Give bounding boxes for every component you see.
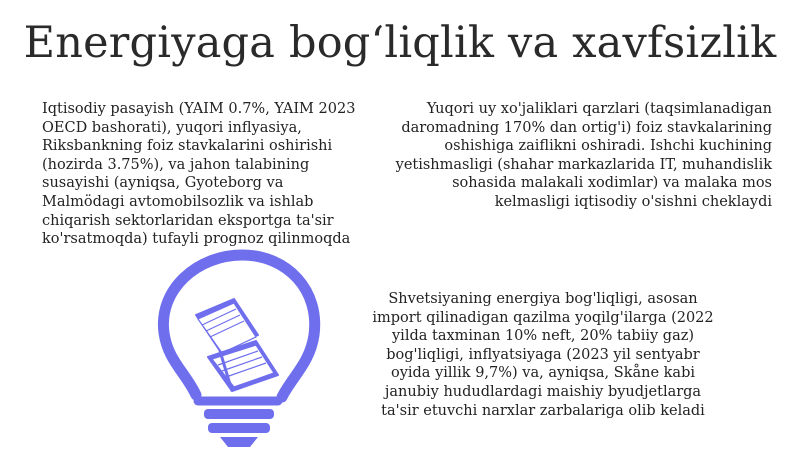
- right-paragraph: Yuqori uy xo'jaliklari qarzlari (taqsimlanadigan daromadning 170% dan ortig'i) foiz stavkalarining oshishiga zaiflikni oshiradi. Ishchi kuchining yetishmasligi (shahar markazlarida IT, muhandislik sohasida malakali xodimlar) va malaka mos kelmasligi iqtisodiy o'sishni cheklaydi: [395, 101, 772, 210]
- left-paragraph: Iqtisodiy pasayish (YAIM 0.7%, YAIM 2023 OECD bashorati), yuqori inflyasiya, Riksbankning foiz stavkalarini oshirishi (hozirda 3.75%), va jahon talabining susayishi (ayniqsa, Gyoteborg va Malmödagi avtomobilsozlik va ishlab chiqarish sektorlaridan eksportga ta'sir ko'rsatmoqda) tufayli prognoz qilinmoqda: [42, 101, 356, 248]
- slide-title: Energiyaga bog‘liqlik va xavfsizlik: [23, 18, 777, 68]
- bottom-paragraph: Shvetsiyaning energiya bog'liqligi, asosan import qilinadigan qazilma yoqilg'ilarga (2022 yilda taxminan 10% neft, 20% tabiiy gaz) bog'liqligi, inflyatsiyaga (2023 yil sentyabr oyida yillik 9,7%) va, ayniqsa, Skåne kabi janubiy hududlardagi maishiy byudjetlarga ta'sir etuvchi narxlar zarbalariga olib keladi: [372, 291, 714, 419]
- lightbulb-with-book-icon: [138, 245, 338, 449]
